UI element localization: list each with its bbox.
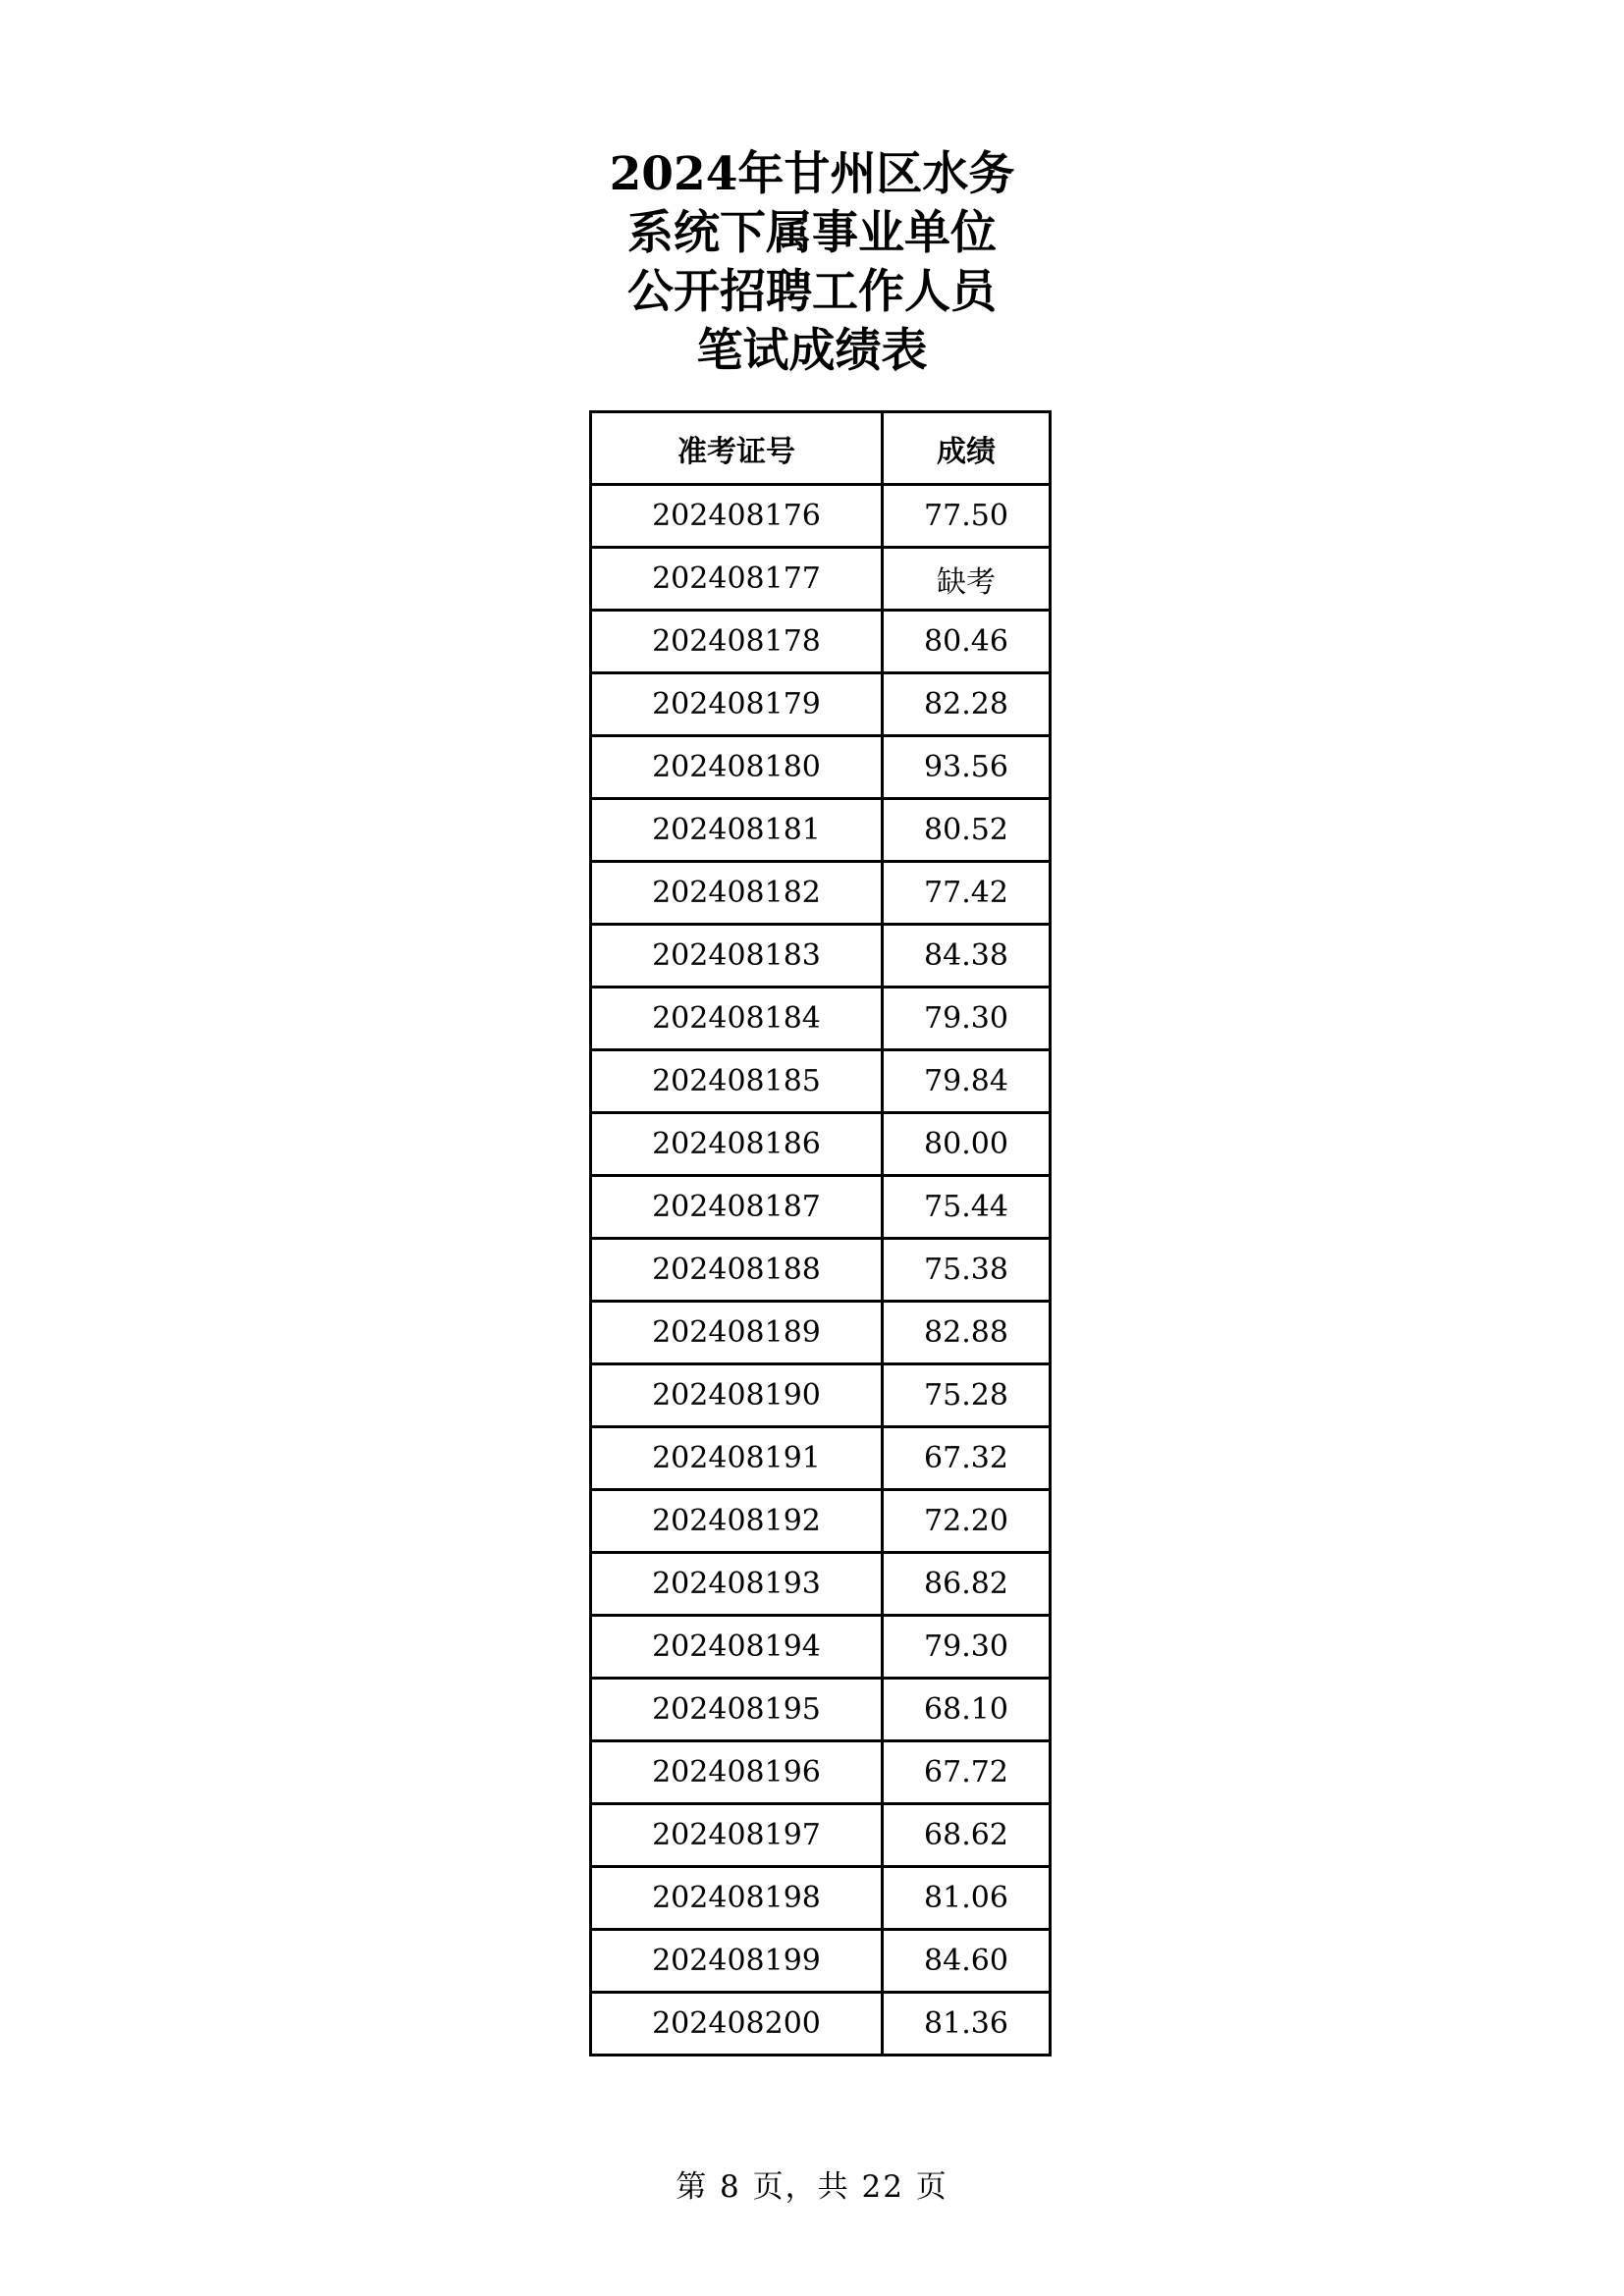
document-title (530, 145, 1094, 381)
table-row (591, 799, 1051, 862)
table-row (591, 1302, 1051, 1364)
exam-number-cell: 202408179 (591, 673, 883, 736)
title-line: 2024年甘州区水务 (609, 147, 1015, 201)
table-header-row (591, 412, 1051, 485)
exam-number-cell: 202408176 (591, 485, 883, 548)
table-row (591, 1427, 1051, 1490)
score-cell: 84.60 (883, 1930, 1051, 1993)
table-row (591, 1239, 1051, 1302)
exam-number-cell: 202408177 (591, 548, 883, 611)
score-cell: 75.44 (883, 1176, 1051, 1239)
score-cell: 80.00 (883, 1113, 1051, 1176)
exam-number-cell: 202408197 (591, 1804, 883, 1867)
exam-number-cell: 202408192 (591, 1490, 883, 1553)
exam-number-cell: 202408200 (591, 1993, 883, 2056)
score-cell: 93.56 (883, 736, 1051, 799)
exam-number-cell: 202408194 (591, 1616, 883, 1679)
exam-number-cell: 202408187 (591, 1176, 883, 1239)
header-score: 成绩 (883, 412, 1051, 485)
score-cell: 75.38 (883, 1239, 1051, 1302)
page-footer: 第 8 页，共 22 页 (676, 2169, 948, 2205)
table-row (591, 862, 1051, 925)
exam-number-cell: 202408198 (591, 1867, 883, 1930)
score-cell: 68.10 (883, 1679, 1051, 1741)
score-cell: 75.28 (883, 1364, 1051, 1427)
table-row (591, 1176, 1051, 1239)
exam-number-cell: 202408199 (591, 1930, 883, 1993)
table-row (591, 1113, 1051, 1176)
score-cell: 80.46 (883, 611, 1051, 673)
score-cell: 79.84 (883, 1050, 1051, 1113)
title-line: 笔试成绩表 (696, 324, 928, 378)
exam-number-cell: 202408186 (591, 1113, 883, 1176)
score-cell: 84.38 (883, 925, 1051, 988)
table-row (591, 548, 1051, 611)
score-cell: 86.82 (883, 1553, 1051, 1616)
exam-number-cell: 202408189 (591, 1302, 883, 1364)
exam-number-cell: 202408185 (591, 1050, 883, 1113)
header-exam-number: 准考证号 (591, 412, 883, 485)
exam-number-cell: 202408193 (591, 1553, 883, 1616)
table-row (591, 925, 1051, 988)
exam-number-cell: 202408181 (591, 799, 883, 862)
exam-number-cell: 202408184 (591, 988, 883, 1050)
score-table (589, 410, 1052, 2056)
score-cell: 79.30 (883, 1616, 1051, 1679)
score-cell: 72.20 (883, 1490, 1051, 1553)
exam-number-cell: 202408188 (591, 1239, 883, 1302)
score-cell: 79.30 (883, 988, 1051, 1050)
table-row (591, 1993, 1051, 2056)
score-cell: 81.06 (883, 1867, 1051, 1930)
table-row (591, 1616, 1051, 1679)
score-cell: 80.52 (883, 799, 1051, 862)
exam-number-cell: 202408182 (591, 862, 883, 925)
title-line: 系统下属事业单位 (627, 206, 997, 260)
table-row (591, 1804, 1051, 1867)
score-cell: 82.88 (883, 1302, 1051, 1364)
exam-number-cell: 202408195 (591, 1679, 883, 1741)
table-row (591, 485, 1051, 548)
score-cell: 67.72 (883, 1741, 1051, 1804)
table-row (591, 1364, 1051, 1427)
table-row (591, 1741, 1051, 1804)
table-row (591, 1490, 1051, 1553)
exam-number-cell: 202408180 (591, 736, 883, 799)
score-cell: 82.28 (883, 673, 1051, 736)
score-cell: 67.32 (883, 1427, 1051, 1490)
table-row (591, 1930, 1051, 1993)
score-cell: 68.62 (883, 1804, 1051, 1867)
exam-number-cell: 202408190 (591, 1364, 883, 1427)
table-row (591, 1050, 1051, 1113)
table-row (591, 611, 1051, 673)
table-row (591, 1553, 1051, 1616)
table-row (591, 1679, 1051, 1741)
table-row (591, 988, 1051, 1050)
table-body (591, 485, 1051, 2056)
title-line: 公开招聘工作人员 (627, 265, 997, 319)
score-cell: 77.50 (883, 485, 1051, 548)
exam-number-cell: 202408178 (591, 611, 883, 673)
exam-number-cell: 202408191 (591, 1427, 883, 1490)
table-row (591, 1867, 1051, 1930)
table-row (591, 736, 1051, 799)
score-cell: 81.36 (883, 1993, 1051, 2056)
exam-number-cell: 202408196 (591, 1741, 883, 1804)
score-cell: 77.42 (883, 862, 1051, 925)
score-cell: 缺考 (883, 548, 1051, 611)
exam-number-cell: 202408183 (591, 925, 883, 988)
table-row (591, 673, 1051, 736)
